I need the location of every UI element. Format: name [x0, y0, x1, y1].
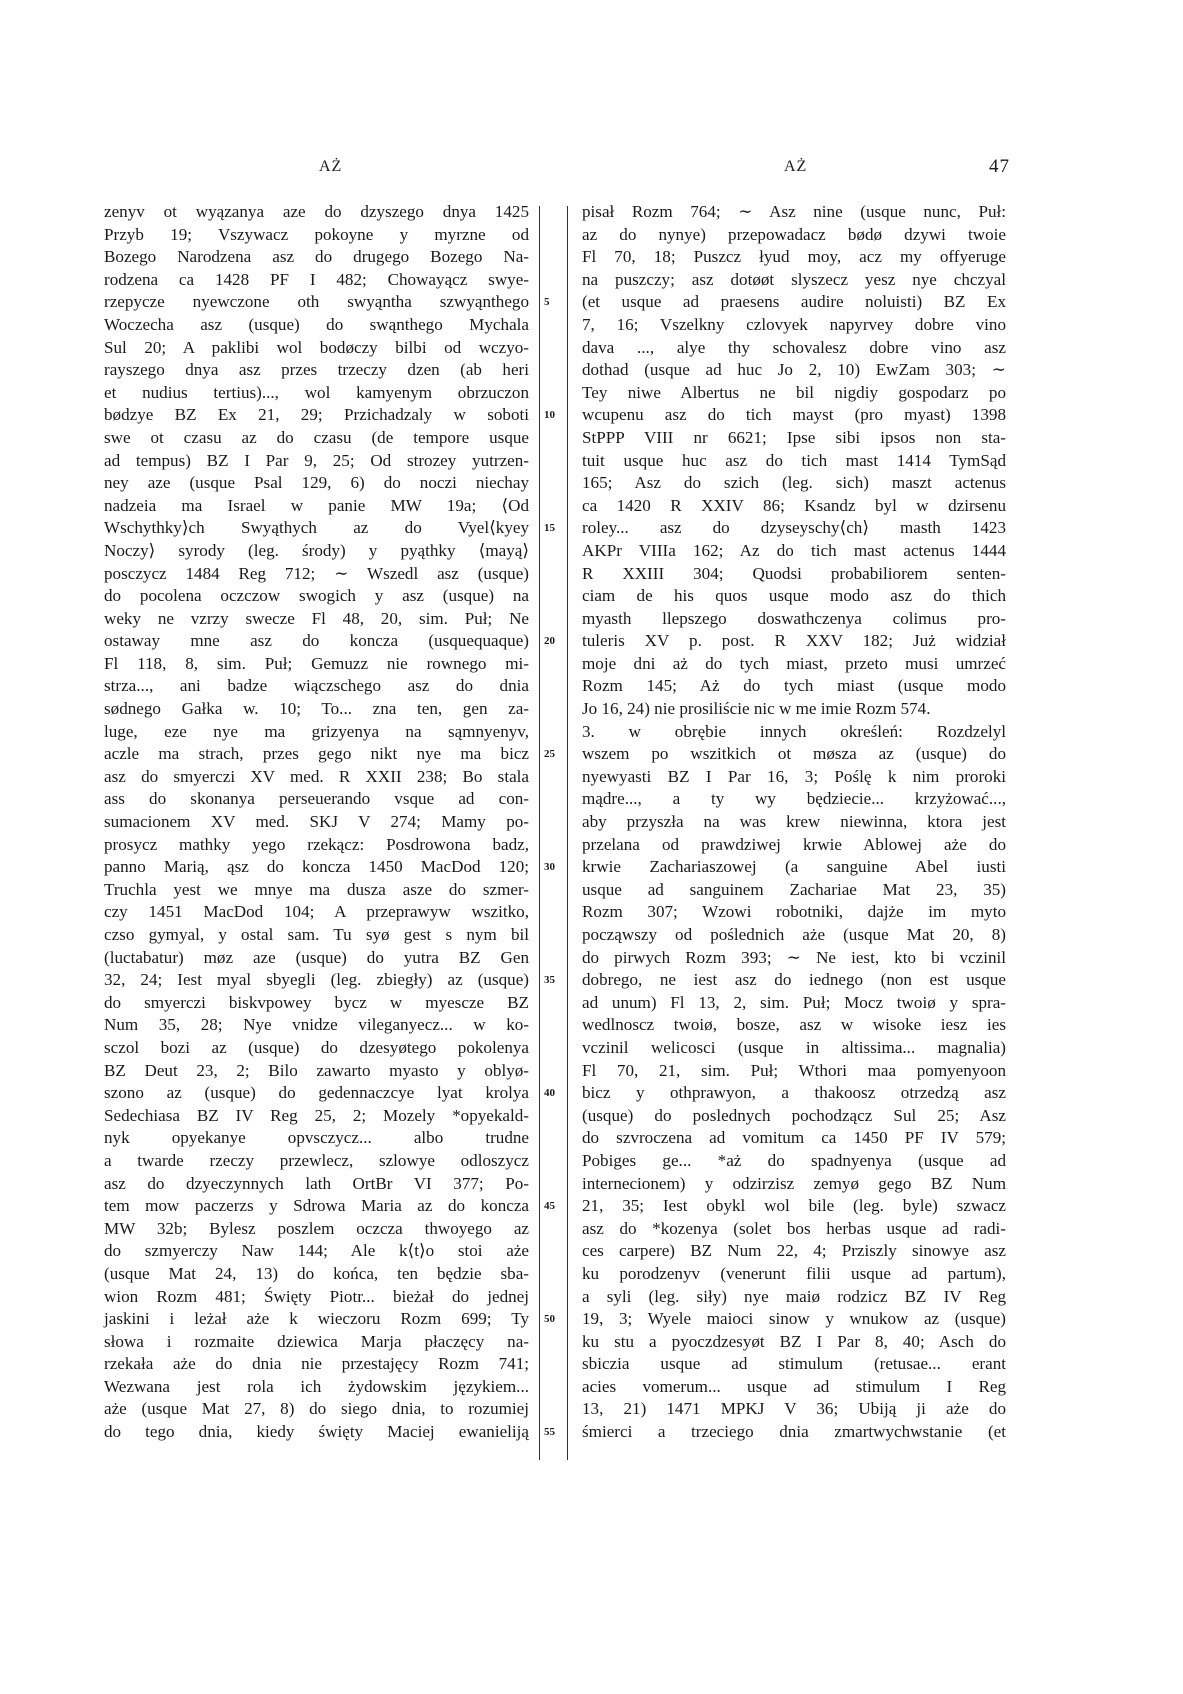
text-line: vczinil welicosci (usque in altissima... magnalia) [582, 1037, 1006, 1057]
text-line: az do nynye) przepowadacz bødø dzywi twoie [582, 224, 1006, 244]
running-header-left: AŻ [319, 158, 343, 175]
text-line: ku porodzenyv (venerunt filii usque ad partum), [582, 1263, 1006, 1283]
text-line: asz do smyerczi XV med. R XXII 238; Bo stala [104, 766, 529, 786]
running-header-center: AŻ [784, 158, 808, 175]
text-line: dobrego, ne iest asz do iednego (non est usque [582, 970, 1006, 990]
text-line: usque ad sanguinem Zachariae Mat 23, 35) [582, 879, 1006, 899]
text-line: przelana od prawdziwej krwie Ablowej aże do [582, 834, 1006, 854]
text-line: internecionem) y odzirzisz zemyø gego BZ Num [582, 1173, 1006, 1193]
text-line: Wschythky⟩ch Swyąthych az do Vyel⟨kyey [104, 518, 529, 538]
text-line: krwie Zachariaszowej (a sanguine Abel iusti [582, 857, 1006, 877]
text-line: Num 35, 28; Nye vnidze vileganyecz... w ko- [104, 1015, 529, 1035]
text-line: Woczecha asz (usque) do swąnthego Mychala [104, 314, 529, 334]
text-line: sumacionem XV med. SKJ V 274; Mamy po- [104, 812, 529, 832]
text-line: bicz y othprawyon, a thakoosz otrzedzą asz [582, 1083, 1006, 1103]
left-column [104, 201, 529, 1444]
text-line: et nudius tertius)..., wol kamyenym obrzuczon [104, 382, 529, 402]
line-number: 10 [544, 409, 555, 422]
line-number: 30 [544, 861, 555, 874]
text-line: ass do skonanya perseuerando vsque ad con- [104, 789, 529, 809]
text-line: ostaway mne asz do koncza (usquequaque) [104, 631, 529, 651]
text-line: czso gymyal, y ostal sam. Tu syø gest s nym bil [104, 925, 529, 944]
text-line: a twarde rzeczy przewlecz, szlowye odloszycz [104, 1150, 529, 1170]
text-line: sødnego Gałka w. 10; To... zna ten, gen za- [104, 699, 529, 719]
text-line: dothad (usque ad huc Jo 2, 10) EwZam 303; ∼ [582, 360, 1006, 380]
text-line: 19, 3; Wyele maioci sinow y wnukow az (usque) [582, 1309, 1006, 1329]
text-line: wszem po wszitkich ot møsza az (usque) do [582, 744, 1006, 764]
text-line: (usque) do poslednych pochodzącz Sul 25; Asz [582, 1105, 1006, 1125]
text-line: strza..., ani badze wiączschego asz do dnia [104, 676, 529, 696]
text-line: ces carpere) BZ Num 22, 4; Prziszly sinowye asz [582, 1241, 1006, 1261]
text-line: do szmyerczy Naw 144; Ale k⟨t⟩o stoi aże [104, 1241, 529, 1261]
text-line: Bozego Narodzena asz do drugego Bozego Na- [104, 247, 529, 267]
text-line: acies vomerum... usque ad stimulum I Reg [582, 1376, 1006, 1396]
column-rule-left [539, 206, 540, 1460]
text-line: mądre..., a ty wy będziecie... krzyżować..., [582, 789, 1006, 809]
text-line: Wezwana jest rola ich żydowskim językiem... [104, 1376, 529, 1396]
text-line: tuleris XV p. post. R XXV 182; Już widział [582, 631, 1006, 651]
text-line: wcupenu asz do tich mayst (pro myast) 1398 [582, 405, 1006, 425]
text-line: (luctabatur) møz aze (usque) do yutra BZ Gen [104, 947, 529, 967]
text-line: panno Marią, ąsz do koncza 1450 MacDod 120; [104, 857, 529, 877]
text-line: do smyerczi biskvpowey bycz w myescze BZ [104, 992, 529, 1012]
text-line: tuit usque huc asz do tich mast 1414 TymSąd [582, 450, 1006, 470]
text-line: sczol bozi az (usque) do dzesyøtego pokolenya [104, 1037, 529, 1057]
text-line: do tego dnia, kiedy święty Maciej ewanieliją [104, 1422, 529, 1442]
line-number: 35 [544, 974, 555, 987]
text-line: śmierci a trzeciego dnia zmartwychwstanie (et [582, 1422, 1006, 1442]
text-line: Truchla yest we mnye ma dusza asze do szmer- [104, 879, 529, 899]
text-line: MW 32b; Bylesz poszlem oczcza thwoyego az [104, 1218, 529, 1238]
text-line: Sedechiasa BZ IV Reg 25, 2; Mozely *opyekald- [104, 1105, 529, 1125]
text-line: a syli (leg. siły) nye maiø rodzicz BZ IV Reg [582, 1286, 1006, 1306]
text-line: (usque Mat 24, 13) do końca, ten będzie sba- [104, 1263, 529, 1283]
line-number: 45 [544, 1200, 555, 1213]
text-line: Tey niwe Albertus ne bil nigdiy gospodarz po [582, 382, 1006, 402]
text-line: moje dni aż do tych miast, przeto musi umrzeć [582, 653, 1006, 673]
text-line: nadzeia ma Israel w panie MW 19a; ⟨Od [104, 495, 529, 515]
text-line: nyewyasti BZ I Par 16, 3; Poślę k nim proroki [582, 766, 1006, 786]
text-line: weky ne vzrzy swecze Fl 48, 20, sim. Puł; Ne [104, 608, 529, 628]
text-line: Sul 20; A paklibi wol bodøczy bilbi od wczyo- [104, 337, 529, 357]
text-line: (et usque ad praesens audire noluisti) BZ Ex [582, 292, 1006, 312]
text-line: do szvroczena ad vomitum ca 1450 PF IV 579; [582, 1128, 1006, 1148]
text-line: nyk opyekanye opvsczycz... albo trudne [104, 1128, 529, 1148]
text-line: począwszy od poślednich aże (usque Mat 20, 8) [582, 925, 1006, 944]
text-line: Jo 16, 24) nie prosiliście nic w me imie Rozm 574. [582, 699, 931, 719]
text-line: BZ Deut 23, 2; Bilo zawarto myasto y oblyø- [104, 1060, 529, 1080]
line-number: 55 [544, 1426, 555, 1439]
text-line: rzepycze nyewczone oth swyąntha szwyąnthego [104, 292, 529, 312]
text-line: ad unum) Fl 13, 2, sim. Puł; Mocz twoiø y spra- [582, 992, 1006, 1012]
text-line: ney aze (usque Psal 129, 6) do noczi niechay [104, 473, 529, 493]
text-line: StPPP VIII nr 6621; Ipse sibi ipsos non sta- [582, 427, 1006, 447]
text-line: ciam de his quos usque modo asz do thich [582, 586, 1006, 606]
text-line: prosycz mathky yego rzekącz: Posdrowona badz, [104, 834, 529, 854]
line-number: 20 [544, 635, 555, 648]
text-line: rodzena ca 1428 PF I 482; Chowayącz swye- [104, 269, 529, 289]
text-line: 165; Asz do szich (leg. sich) maszt actenus [582, 473, 1006, 493]
column-rule-right [567, 206, 568, 1460]
text-line: 32, 24; Iest myal sbyegli (leg. zbiegły) az (usque) [104, 970, 529, 990]
text-line: aże (usque Mat 27, 8) do siego dnia, to rozumiej [104, 1399, 529, 1419]
text-line: wedlnoscz twoiø, bosze, asz w wisoke iesz ies [582, 1015, 1006, 1035]
line-number: 25 [544, 748, 555, 761]
text-line: wion Rozm 481; Święty Piotr... bieżał do jednej [104, 1286, 529, 1306]
line-number: 50 [544, 1313, 555, 1326]
text-line: aczle ma strach, przes gego nikt nye ma bicz [104, 744, 529, 764]
text-line: pisał Rozm 764; ∼ Asz nine (usque nunc, Puł: [582, 202, 1006, 221]
text-line: ca 1420 R XXIV 86; Ksandz byl w dzirsenu [582, 495, 1006, 515]
text-line: tem mow paczerzs y Sdrowa Maria az do koncza [104, 1196, 529, 1216]
text-line: ad tempus) BZ I Par 9, 25; Od strozey yutrzen- [104, 450, 529, 470]
text-line: Fl 70, 21, sim. Puł; Wthori maa pomyenyoon [582, 1060, 1006, 1080]
text-line: swe ot czasu az do czasu (de tempore usque [104, 427, 529, 447]
right-column [582, 201, 1006, 1444]
text-line: roley... asz do dzyseyschy⟨ch⟩ masth 1423 [582, 518, 1006, 538]
text-line: do pocolena oczczow swogich y asz (usque) na [104, 586, 529, 606]
text-line: R XXIII 304; Quodsi probabiliorem senten- [582, 563, 1006, 583]
text-line: rayszego dnya asz przes trzeczy dzen (ab heri [104, 360, 529, 380]
text-line: posczycz 1484 Reg 712; ∼ Wszedl asz (usque) [104, 563, 529, 583]
text-line: Fl 118, 8, sim. Puł; Gemuzz nie rownego mi- [104, 653, 529, 673]
text-line: AKPr VIIIa 162; Az do tich mast actenus 1444 [582, 540, 1006, 560]
text-line: szono az (usque) do gedennaczcye lyat krolya [104, 1083, 529, 1103]
line-number: 40 [544, 1087, 555, 1100]
text-line: sbiczia usque ad stimulum (retusae... erant [582, 1354, 1006, 1374]
text-line: asz do dzyeczynnych lath OrtBr VI 377; Po- [104, 1173, 529, 1193]
text-line: ku stu a pyoczdzesyøt BZ I Par 8, 40; Asch do [582, 1331, 1006, 1351]
text-line: Pobiges ge... *aż do spadnyenya (usque ad [582, 1150, 1006, 1170]
text-line: luge, eze nye ma grizyenya na sąmnyenyv, [104, 721, 529, 741]
text-line: słowa i rozmaite dziewica Marja płaczęcy na- [104, 1331, 529, 1351]
text-line: 3. w obrębie innych określeń: Rozdzelyl [582, 721, 1006, 741]
text-line: Fl 70, 18; Puszcz łyud moy, acz my offyeruge [582, 247, 1006, 267]
text-line: 13, 21) 1471 MPKJ V 36; Ubiją ji aże do [582, 1399, 1006, 1419]
text-line: do pirwych Rozm 393; ∼ Ne iest, kto bi vczinil [582, 947, 1006, 967]
line-number: 15 [544, 522, 555, 535]
text-line: Rozm 307; Wzowi robotniki, dajże im myto [582, 902, 1006, 922]
text-line: myasth llepszego doswathczenya colimus pro- [582, 608, 1006, 628]
text-line: Rozm 145; Aż do tych miast (usque modo [582, 676, 1006, 696]
text-line: dava ..., alye thy schovalesz dobre vino asz [582, 337, 1006, 357]
text-line: rzekała aże do dnia nie przestajęcy Rozm 741; [104, 1354, 529, 1374]
text-line: aby przyszła na was krew niewinna, ktora jest [582, 812, 1006, 832]
text-line: 21, 35; Iest obykl wol bile (leg. byle) szwacz [582, 1196, 1006, 1216]
text-line: zenyv ot wyązanya aze do dzyszego dnya 1425 [104, 202, 529, 221]
text-line: 7, 16; Vszelkny czlovyek napyrvey dobre vino [582, 314, 1006, 334]
text-line: asz do *kozenya (solet bos herbas usque ad radi- [582, 1218, 1006, 1238]
text-line: czy 1451 MacDod 104; A przeprawyw wszitko, [104, 902, 529, 922]
text-line: jaskini i leżał aże k wieczoru Rozm 699; Ty [104, 1309, 529, 1329]
line-number: 5 [544, 296, 550, 309]
text-line: bødzye BZ Ex 21, 29; Przichadzaly w soboti [104, 405, 529, 425]
page-number: 47 [989, 156, 1010, 177]
text-line: Przyb 19; Vszywacz pokoyne y myrzne od [104, 224, 529, 244]
text-line: na puszczy; asz dotøøt slyszecz yesz nye chczyal [582, 269, 1006, 289]
text-line: Noczy⟩ syrody (leg. środy) y pyąthky ⟨mayą⟩ [104, 540, 529, 560]
